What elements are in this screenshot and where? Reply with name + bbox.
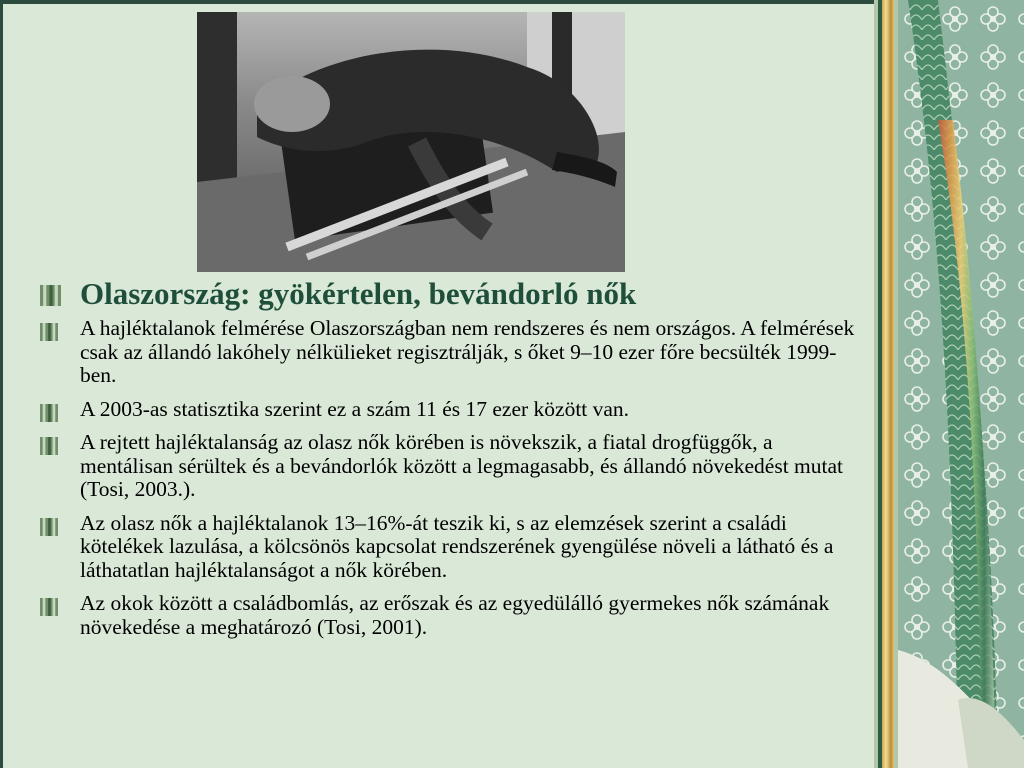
bullet-text: A hajléktalanok felmérése Olaszországban nem rendszeres és nem országos. A felmérések csak az állandó lakóhely nélkülieket regisztrálják, s őket 9–10 ezer főre becsülték 1999-ben. [80,316,855,387]
bullet-item [40,512,860,583]
bullet-text: A rejtett hajléktalanság az olasz nők körében is növekszik, a fiatal drogfüggők, a mentálisan sérültek és a bevándorlók között a legmagasabb, és állandó növekedést mutat (Tosi, 2003.). [80,430,844,501]
bullet-text: Az olasz nők a hajléktalanok 13–16%-át teszik ki, s az elemzések szerint a családi kötelékek lazulása, a kölcsönös kapcsolat rendszerének gyengülése növeli a látható és a láthatatlan hajléktalanságot a nők körében. [80,510,834,582]
bullet-item [40,431,860,502]
bullet-text: Az okok között a családbomlás, az erőszak és az egyedülálló gyermekes nők számának növekedése a meghatározó (Tosi, 2001). [80,591,830,639]
bullet-item [40,398,860,422]
bullet-item [40,592,860,639]
bullet-item [40,317,860,388]
striped-square-bullet-icon [40,404,58,422]
slide-heading: Olaszország: gyökértelen, bevándorló nők [80,276,637,311]
homeless-man-photo [197,12,625,272]
striped-square-bullet-icon [40,518,58,536]
decorative-border-bars [874,0,898,768]
decorative-fabric-panel [898,0,1024,768]
striped-square-bullet-icon [40,323,58,341]
striped-square-bullet-icon [40,437,58,455]
bullet-list [40,276,860,649]
striped-square-bullet-icon [40,598,58,616]
heading-item [40,276,860,312]
bullet-text: A 2003-as statisztika szerint ez a szám 11 és 17 ezer között van. [80,396,630,421]
striped-square-bullet-icon [40,285,61,306]
